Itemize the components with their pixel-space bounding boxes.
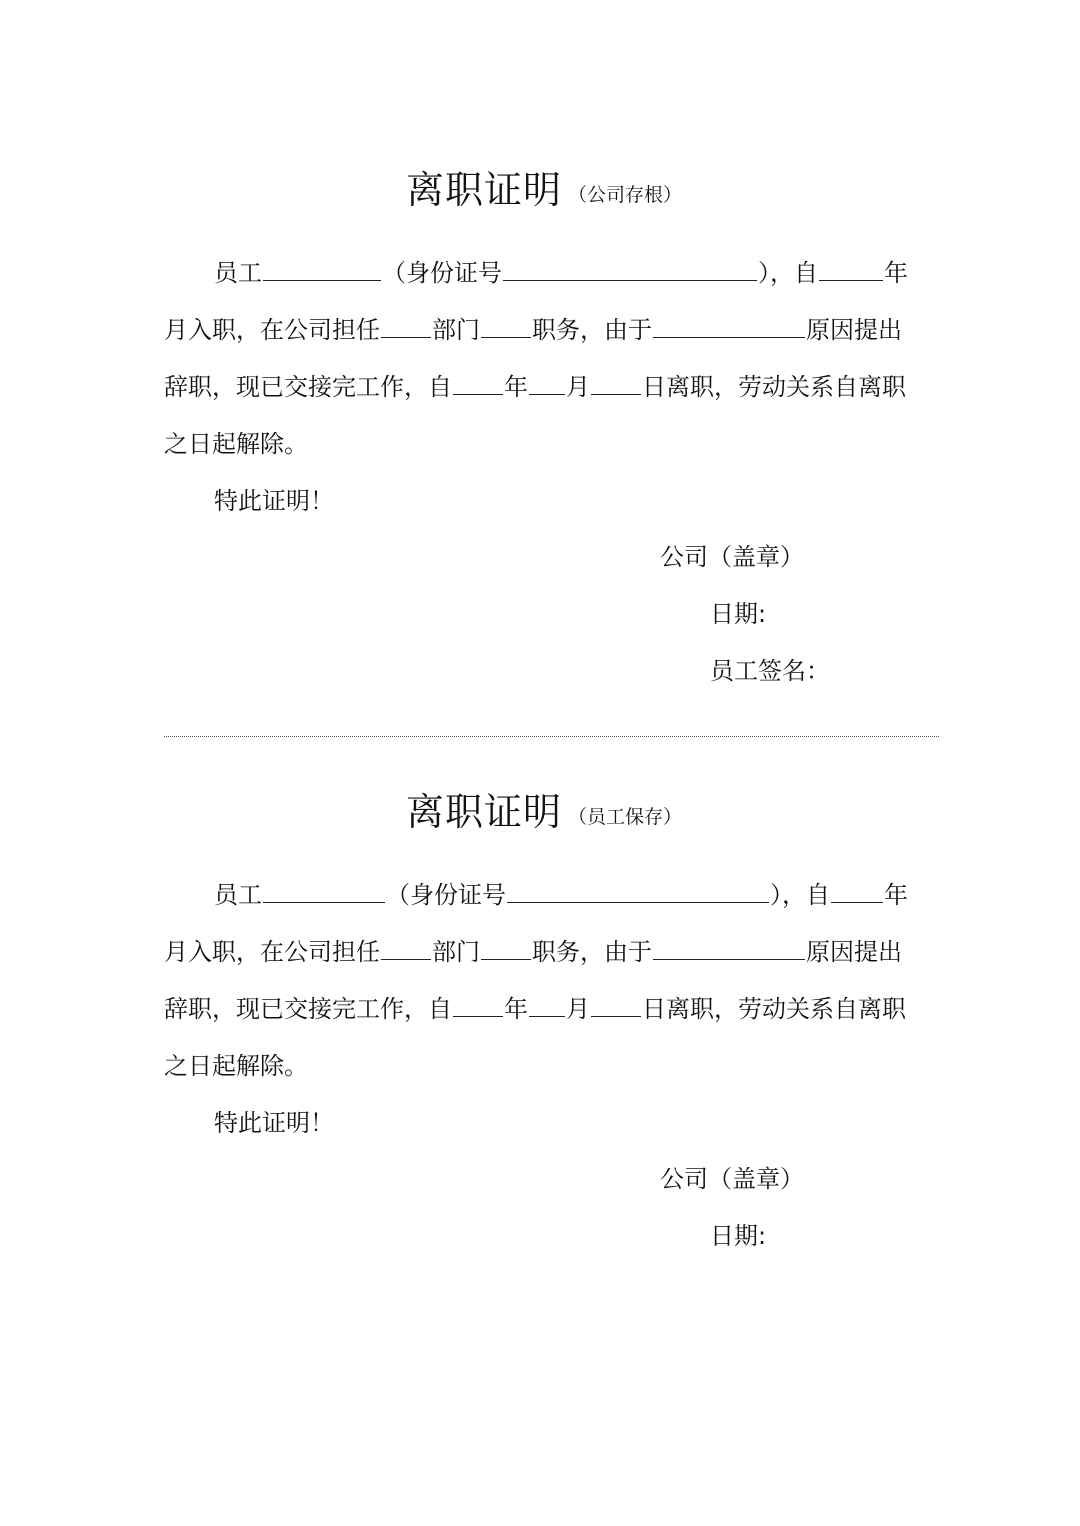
employee-copy-date bbox=[710, 1221, 766, 1251]
position-blank[interactable] bbox=[481, 315, 531, 338]
text-terminated: 之日起解除。 bbox=[164, 1052, 308, 1080]
company-copy-title bbox=[406, 168, 682, 217]
text-reason: 原因提出 bbox=[806, 316, 902, 344]
text-terminated: 之日起解除。 bbox=[164, 430, 308, 458]
employee-copy-subtitle: （员工保存） bbox=[568, 806, 683, 828]
text-date: 日期: bbox=[710, 1222, 767, 1250]
leave-month-blank[interactable] bbox=[529, 994, 565, 1017]
employee-copy-certify bbox=[214, 1108, 334, 1138]
text-from: ），自 bbox=[770, 881, 830, 909]
text-handover: 辞职，现已交接完工作，自 bbox=[164, 995, 452, 1023]
text-department: 部门 bbox=[432, 938, 480, 966]
text-month: 月 bbox=[566, 373, 590, 401]
text-year: 年 bbox=[504, 373, 528, 401]
text-reason: 原因提出 bbox=[806, 938, 902, 966]
reason-blank[interactable] bbox=[653, 315, 805, 338]
leave-day-blank[interactable] bbox=[591, 372, 641, 395]
employee-name-blank[interactable] bbox=[263, 880, 385, 903]
id-number-blank[interactable] bbox=[503, 258, 757, 281]
text-certify: 特此证明！ bbox=[214, 1109, 334, 1137]
text-employee: 员工 bbox=[214, 259, 262, 287]
department-blank[interactable] bbox=[381, 937, 431, 960]
text-employee: 员工 bbox=[214, 881, 262, 909]
text-year: 年 bbox=[884, 259, 908, 287]
employee-copy-line-1 bbox=[214, 880, 908, 910]
leave-year-blank[interactable] bbox=[453, 372, 503, 395]
company-copy-signature bbox=[710, 656, 830, 686]
company-copy-line-1 bbox=[214, 258, 908, 288]
text-handover: 辞职，现已交接完工作，自 bbox=[164, 373, 452, 401]
leave-year-blank[interactable] bbox=[453, 994, 503, 1017]
employee-copy-title bbox=[406, 790, 682, 839]
leave-day-blank[interactable] bbox=[591, 994, 641, 1017]
text-company-seal: 公司（盖章） bbox=[660, 543, 804, 571]
text-position-because: 职务，由于 bbox=[532, 316, 652, 344]
id-number-blank[interactable] bbox=[507, 880, 769, 903]
text-date: 日期: bbox=[710, 600, 767, 628]
company-copy-title-text: 离职证明 bbox=[406, 168, 563, 212]
text-joined-position: 月入职，在公司担任 bbox=[164, 316, 380, 344]
company-copy-seal bbox=[660, 542, 804, 572]
cut-line-divider bbox=[164, 736, 939, 737]
reason-blank[interactable] bbox=[653, 937, 805, 960]
text-day-leave: 日离职，劳动关系自离职 bbox=[642, 995, 906, 1023]
text-from: ），自 bbox=[758, 259, 818, 287]
leave-month-blank[interactable] bbox=[529, 372, 565, 395]
employee-name-blank[interactable] bbox=[263, 258, 381, 281]
company-copy-line-3 bbox=[164, 372, 906, 402]
text-department: 部门 bbox=[432, 316, 480, 344]
text-signature: 员工签名： bbox=[710, 657, 830, 685]
text-id-number: （身份证号 bbox=[382, 259, 502, 287]
employee-copy-title-text: 离职证明 bbox=[406, 790, 563, 834]
text-company-seal: 公司（盖章） bbox=[660, 1165, 804, 1193]
employee-copy-line-2 bbox=[164, 937, 902, 967]
text-year: 年 bbox=[884, 881, 908, 909]
company-copy-line-4 bbox=[164, 429, 308, 459]
company-copy-certify bbox=[214, 486, 334, 516]
position-blank[interactable] bbox=[481, 937, 531, 960]
text-position-because: 职务，由于 bbox=[532, 938, 652, 966]
text-month: 月 bbox=[566, 995, 590, 1023]
employee-copy-line-3 bbox=[164, 994, 906, 1024]
join-year-blank[interactable] bbox=[831, 880, 883, 903]
employee-copy-line-4 bbox=[164, 1051, 308, 1081]
department-blank[interactable] bbox=[381, 315, 431, 338]
text-year: 年 bbox=[504, 995, 528, 1023]
company-copy-subtitle: （公司存根） bbox=[568, 184, 683, 206]
join-year-blank[interactable] bbox=[819, 258, 883, 281]
company-copy-line-2 bbox=[164, 315, 902, 345]
company-copy-date bbox=[710, 599, 766, 629]
text-day-leave: 日离职，劳动关系自离职 bbox=[642, 373, 906, 401]
text-id-number: （身份证号 bbox=[386, 881, 506, 909]
text-joined-position: 月入职，在公司担任 bbox=[164, 938, 380, 966]
employee-copy-seal bbox=[660, 1164, 804, 1194]
text-certify: 特此证明！ bbox=[214, 487, 334, 515]
